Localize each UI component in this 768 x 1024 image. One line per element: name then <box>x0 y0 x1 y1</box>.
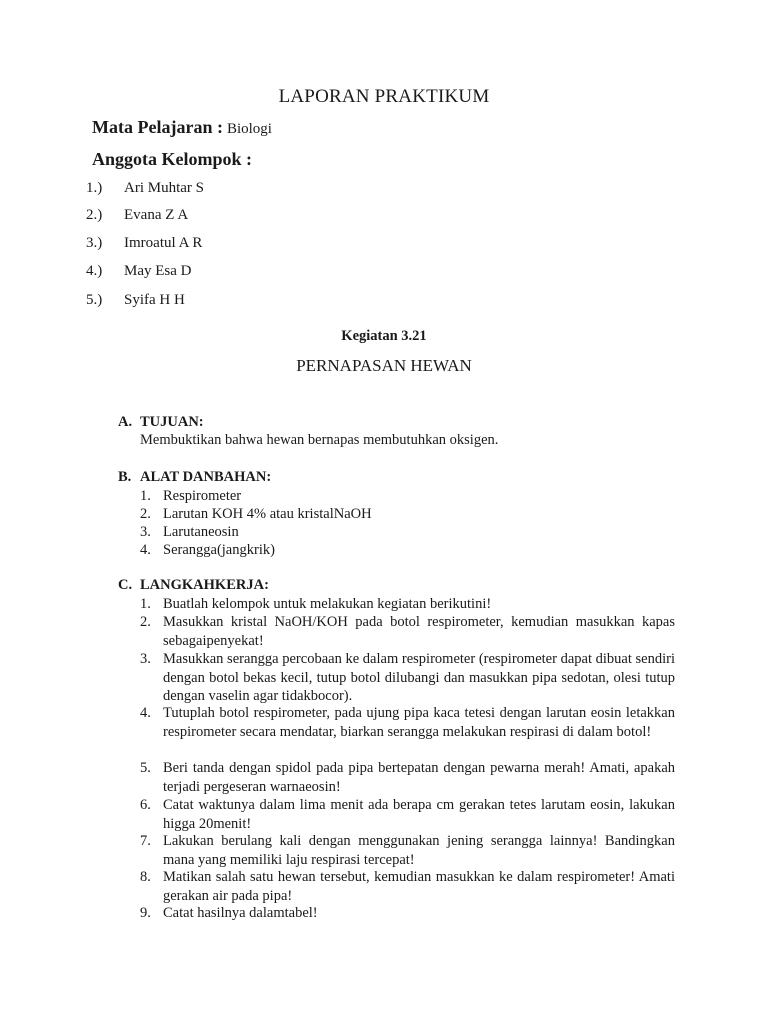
member-number: 4.) <box>86 263 103 279</box>
objective-text: Membuktikan bahwa hewan bernapas membutuhkan oksigen. <box>140 432 499 448</box>
list-text: Larutaneosin <box>163 524 239 540</box>
member-name: Imroatul A R <box>124 235 203 251</box>
member-number: 2.) <box>86 207 103 223</box>
section-title: ALAT DANBAHAN: <box>140 469 272 485</box>
list-item <box>140 595 675 614</box>
list-text: Serangga(jangkrik) <box>163 542 275 558</box>
list-item <box>140 487 675 506</box>
member-item <box>86 207 188 224</box>
list-number: 3. <box>140 524 151 540</box>
list-item <box>140 904 675 923</box>
list-item <box>140 832 675 869</box>
section-a-heading <box>118 414 204 431</box>
list-text: Lakukan berulang kali dengan menggunakan jening serangga lainnya! Bandingkan mana yang memiliki laju respirasi tercepat! <box>163 833 675 868</box>
subject-row <box>92 117 272 138</box>
list-number: 3. <box>140 651 151 667</box>
list-item <box>140 613 675 650</box>
list-item <box>140 796 675 833</box>
section-heading: PERNAPASAN HEWAN <box>296 356 472 375</box>
member-item <box>86 235 202 252</box>
member-item <box>86 263 192 280</box>
section-title: TUJUAN: <box>140 414 204 430</box>
group-row <box>92 149 252 170</box>
list-number: 4. <box>140 542 151 558</box>
member-item <box>86 180 204 197</box>
list-text: Larutan KOH 4% atau kristalNaOH <box>163 506 372 522</box>
member-name: May Esa D <box>124 263 192 279</box>
list-number: 2. <box>140 506 151 522</box>
list-item <box>140 868 675 905</box>
section-c-heading <box>118 577 269 594</box>
subject-value: Biologi <box>226 121 272 137</box>
activity-label: Kegiatan 3.21 <box>341 328 427 344</box>
list-text: Matikan salah satu hewan tersebut, kemudian masukkan ke dalam respirometer! Amati gerakan air pada pipa! <box>163 869 675 904</box>
list-text: Catat waktunya dalam lima menit ada berapa cm gerakan tetes larutam eosin, lakukan higga 20menit! <box>163 797 675 832</box>
list-text: Masukkan serangga percobaan ke dalam respirometer (respirometer dapat dibuat sendiri dengan botol bekas kecil, tutup botol dilubangi dan masukkan pipa sedotan, olesi tutup dengan vaselin agar tidakbocor). <box>163 651 675 704</box>
section-letter: B. <box>118 469 132 485</box>
report-title: LAPORAN PRAKTIKUM <box>278 86 490 107</box>
group-label: Anggota Kelompok : <box>92 149 253 169</box>
section-letter: C. <box>118 577 133 593</box>
member-name: Ari Muhtar S <box>124 180 204 196</box>
subject-label: Mata Pelajaran : <box>92 117 223 137</box>
member-number: 3.) <box>86 235 103 251</box>
list-item <box>140 505 675 524</box>
list-item <box>140 704 675 741</box>
section-letter: A. <box>118 414 133 430</box>
list-number: 2. <box>140 614 151 630</box>
list-number: 4. <box>140 705 151 721</box>
member-number: 5.) <box>86 292 103 308</box>
list-text: Catat hasilnya dalamtabel! <box>163 905 318 921</box>
list-number: 7. <box>140 833 151 849</box>
list-number: 5. <box>140 760 151 776</box>
list-text: Tutuplah botol respirometer, pada ujung pipa kaca tetesi dengan larutan eosin letakkan respirometer secara mendatar, biarkan serangga melakukan respirasi di dalam botol! <box>163 705 675 740</box>
list-text: Beri tanda dengan spidol pada pipa bertepatan dengan pewarna merah! Amati, apakah terjadi pergeseran warnaeosin! <box>163 760 675 795</box>
list-number: 1. <box>140 596 151 612</box>
list-number: 9. <box>140 905 151 921</box>
section-b-heading <box>118 469 271 486</box>
member-name: Syifa H H <box>124 292 185 308</box>
list-item <box>140 759 675 796</box>
list-number: 6. <box>140 797 151 813</box>
list-item <box>140 541 675 560</box>
member-number: 1.) <box>86 180 103 196</box>
list-text: Respirometer <box>163 488 242 504</box>
section-title: LANGKAHKERJA: <box>140 577 269 593</box>
list-number: 1. <box>140 488 151 504</box>
list-text: Buatlah kelompok untuk melakukan kegiatan berikutini! <box>163 596 492 612</box>
list-number: 8. <box>140 869 151 885</box>
member-item <box>86 292 185 309</box>
list-item <box>140 650 675 706</box>
member-name: Evana Z A <box>124 207 189 223</box>
list-item <box>140 523 675 542</box>
list-text: Masukkan kristal NaOH/KOH pada botol respirometer, kemudian masukkan kapas sebagaipenyekat! <box>163 614 675 649</box>
